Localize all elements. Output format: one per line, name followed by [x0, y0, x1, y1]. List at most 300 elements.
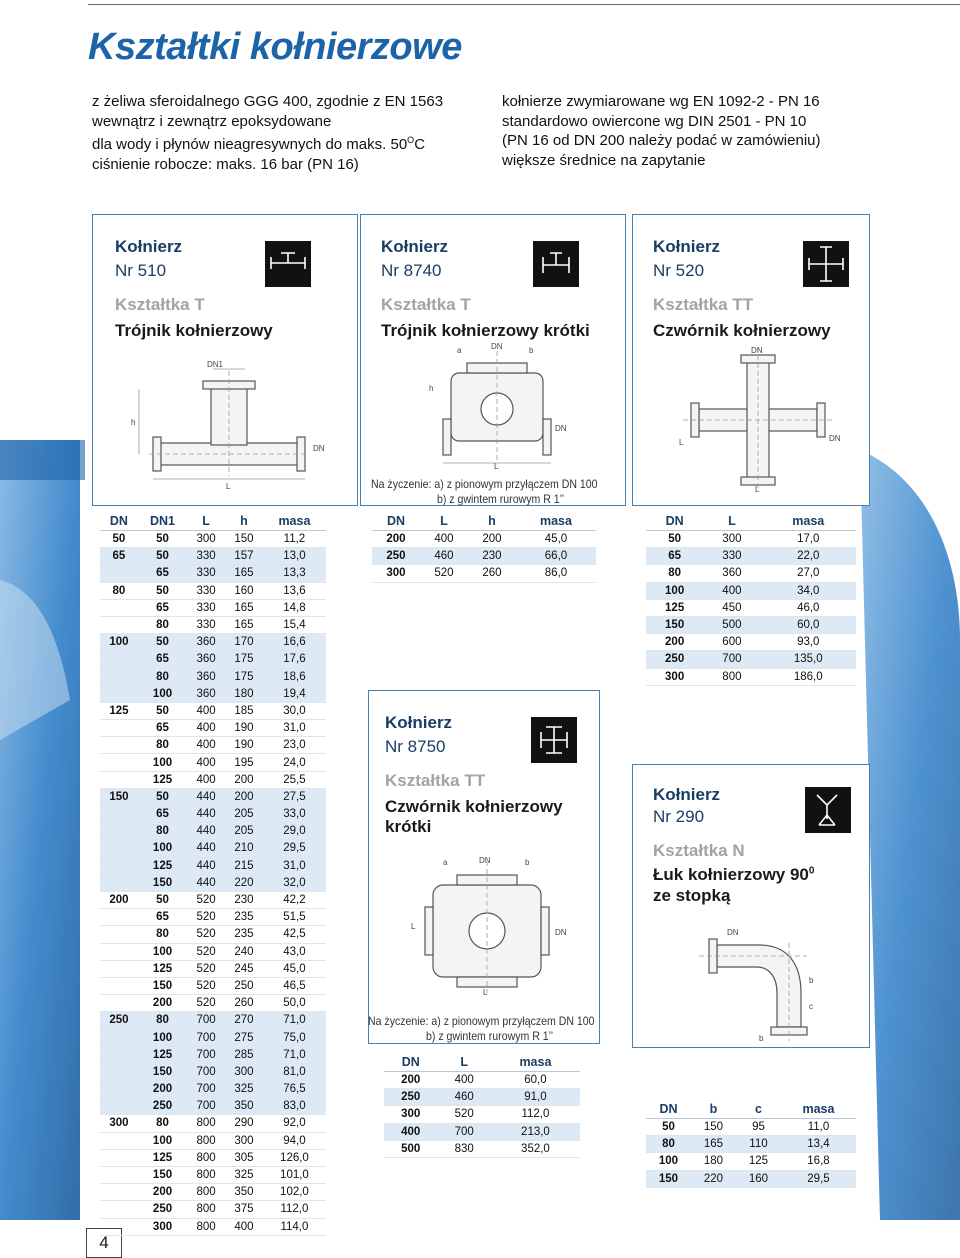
- column-header: b: [691, 1099, 736, 1119]
- table-cell: 11,2: [263, 531, 326, 548]
- table-cell: [100, 840, 138, 857]
- table-cell: 45,0: [263, 960, 326, 977]
- table-8750: [384, 1052, 580, 1158]
- card-number: Nr 290: [653, 807, 705, 826]
- column-header: masa: [516, 511, 596, 531]
- table-cell: 375: [225, 1201, 263, 1218]
- table-cell: 100: [138, 1132, 187, 1149]
- table-cell: 195: [225, 754, 263, 771]
- elbow-symbol-icon: [805, 787, 851, 833]
- table-cell: [100, 1184, 138, 1201]
- table-row: [100, 909, 326, 926]
- table-row: [100, 788, 326, 805]
- table-520: [646, 511, 856, 686]
- table-cell: 50: [100, 531, 138, 548]
- table-cell: 76,5: [263, 1081, 326, 1098]
- table-cell: 160: [736, 1170, 781, 1187]
- table-290: [646, 1099, 856, 1188]
- table-cell: 51,5: [263, 909, 326, 926]
- table-cell: 300: [703, 531, 760, 548]
- table-cell: 94,0: [263, 1132, 326, 1149]
- table-cell: 114,0: [263, 1218, 326, 1235]
- column-header: DN1: [138, 511, 187, 531]
- table-cell: 460: [420, 548, 468, 565]
- table-row: [100, 599, 326, 616]
- cross-drawing: [673, 345, 843, 493]
- table-row: [100, 754, 326, 771]
- table-cell: 23,0: [263, 737, 326, 754]
- dim-h-label: h: [429, 384, 434, 393]
- column-header: L: [420, 511, 468, 531]
- table-cell: 175: [225, 668, 263, 685]
- table-510: [100, 511, 326, 1236]
- table-cell: 270: [225, 1012, 263, 1029]
- table-cell: 100: [138, 754, 187, 771]
- table-row: [100, 720, 326, 737]
- table-cell: 80: [138, 926, 187, 943]
- table-row: [646, 1119, 856, 1136]
- table-cell: 65: [138, 651, 187, 668]
- table-cell: 22,0: [761, 548, 856, 565]
- intro-left: [92, 92, 443, 174]
- table-row: [646, 651, 856, 668]
- shape-name: Czwórnik kołnierzowy: [653, 321, 831, 340]
- table-cell: 600: [703, 634, 760, 651]
- table-cell: 30,0: [263, 702, 326, 719]
- table-cell: 50: [646, 531, 703, 548]
- table-cell: 325: [225, 1081, 263, 1098]
- table-cell: 700: [703, 651, 760, 668]
- table-header-row: [100, 511, 326, 531]
- table-row: [100, 616, 326, 633]
- table-cell: 290: [225, 1115, 263, 1132]
- table-cell: 250: [138, 1201, 187, 1218]
- short-cross-symbol-icon: [531, 717, 577, 763]
- table-cell: 29,0: [263, 823, 326, 840]
- table-cell: 400: [437, 1072, 490, 1089]
- dim-dn2-label: DN: [829, 434, 841, 443]
- table-cell: 92,0: [263, 1115, 326, 1132]
- table-cell: 80: [646, 1136, 691, 1153]
- table-row: [372, 548, 596, 565]
- shape-name-line2: krótki: [385, 817, 432, 836]
- table-cell: 200: [138, 1081, 187, 1098]
- table-row: [100, 926, 326, 943]
- table-cell: 300: [372, 565, 420, 582]
- table-cell: 500: [703, 616, 760, 633]
- table-cell: 330: [187, 616, 225, 633]
- card-520: [632, 214, 870, 506]
- table-cell: 360: [187, 685, 225, 702]
- table-cell: 100: [138, 943, 187, 960]
- table-cell: 27,5: [263, 788, 326, 805]
- table-cell: 250: [138, 1098, 187, 1115]
- tee-symbol-icon: [265, 241, 311, 287]
- column-header: masa: [263, 511, 326, 531]
- intro-right-line: kołnierze zwymiarowane wg EN 1092-2 - PN 16: [502, 93, 820, 110]
- table-cell: 260: [225, 995, 263, 1012]
- table-cell: 50: [138, 582, 187, 599]
- table-cell: 83,0: [263, 1098, 326, 1115]
- table-cell: 65: [138, 806, 187, 823]
- table-row: [100, 737, 326, 754]
- table-cell: 175: [225, 651, 263, 668]
- table-cell: 125: [138, 1149, 187, 1166]
- table-cell: 350: [225, 1098, 263, 1115]
- table-cell: 150: [646, 616, 703, 633]
- table-row: [100, 1012, 326, 1029]
- table-cell: 300: [646, 668, 703, 685]
- table-cell: 230: [468, 548, 516, 565]
- table-row: [100, 1029, 326, 1046]
- table-cell: 165: [691, 1136, 736, 1153]
- table-cell: 830: [437, 1140, 490, 1157]
- table-cell: 205: [225, 823, 263, 840]
- table-cell: 160: [225, 582, 263, 599]
- intro-left-line: ciśnienie robocze: maks. 16 bar (PN 16): [92, 155, 359, 173]
- dim-l-label: L: [226, 482, 231, 491]
- option-note-a: Na życzenie: a) z pionowym przyłączem DN 100: [371, 477, 598, 491]
- table-cell: 800: [187, 1218, 225, 1235]
- table-row: [100, 702, 326, 719]
- table-cell: 200: [468, 531, 516, 548]
- table-cell: 15,4: [263, 616, 326, 633]
- table-row: [384, 1106, 580, 1123]
- shape-name-line1: [653, 865, 814, 885]
- table-row: [100, 943, 326, 960]
- table-row: [100, 1063, 326, 1080]
- table-cell: 520: [187, 891, 225, 908]
- column-header: h: [225, 511, 263, 531]
- dim-h-label: h: [131, 418, 136, 427]
- table-row: [384, 1140, 580, 1157]
- table-cell: 27,0: [761, 565, 856, 582]
- table-cell: 360: [703, 565, 760, 582]
- table-cell: 125: [138, 857, 187, 874]
- dim-l-label: L: [411, 922, 416, 931]
- card-510: [92, 214, 358, 506]
- table-cell: 400: [187, 737, 225, 754]
- table-cell: 101,0: [263, 1166, 326, 1183]
- table-cell: 65: [138, 565, 187, 582]
- page-title: Kształtki kołnierzowe: [88, 26, 462, 68]
- dim-a-label: a: [457, 346, 462, 355]
- table-cell: 186,0: [761, 668, 856, 685]
- table-cell: 125: [646, 599, 703, 616]
- table-row: [646, 1153, 856, 1170]
- table-cell: 95: [736, 1119, 781, 1136]
- table-cell: 330: [187, 565, 225, 582]
- table-cell: [100, 668, 138, 685]
- table-cell: 250: [372, 548, 420, 565]
- table-cell: 125: [138, 960, 187, 977]
- table-cell: 285: [225, 1046, 263, 1063]
- table-cell: [100, 1132, 138, 1149]
- table-cell: 205: [225, 806, 263, 823]
- table-cell: 250: [100, 1012, 138, 1029]
- table-row: [100, 891, 326, 908]
- table-row: [100, 995, 326, 1012]
- table-cell: 150: [691, 1119, 736, 1136]
- card-heading: Kołnierz: [115, 237, 183, 256]
- table-cell: 60,0: [491, 1072, 580, 1089]
- table-row: [100, 1046, 326, 1063]
- table-cell: 400: [187, 754, 225, 771]
- table-cell: 29,5: [781, 1170, 856, 1187]
- table-cell: 46,0: [761, 599, 856, 616]
- table-cell: 86,0: [516, 565, 596, 582]
- table-cell: 800: [187, 1166, 225, 1183]
- table-cell: 330: [187, 582, 225, 599]
- table-cell: 50,0: [263, 995, 326, 1012]
- table-cell: 17,6: [263, 651, 326, 668]
- table-cell: [100, 823, 138, 840]
- table-cell: 46,5: [263, 977, 326, 994]
- intro-right-line: (PN 16 od DN 200 należy podać w zamówieniu): [502, 132, 821, 149]
- intro-left-line-text: dla wody i płynów nieagresywnych do maks. 50: [92, 136, 408, 153]
- table-cell: [100, 874, 138, 891]
- table-cell: 170: [225, 634, 263, 651]
- dim-dn-label: DN: [479, 856, 491, 865]
- table-cell: 700: [187, 1012, 225, 1029]
- shape-type: Kształtka T: [381, 295, 471, 314]
- table-cell: 50: [138, 634, 187, 651]
- table-cell: 24,0: [263, 754, 326, 771]
- table-cell: 42,2: [263, 891, 326, 908]
- table-cell: 235: [225, 909, 263, 926]
- table-cell: 29,5: [263, 840, 326, 857]
- dim-l-label: L: [494, 462, 499, 469]
- column-header: DN: [100, 511, 138, 531]
- shape-type: Kształtka N: [653, 841, 745, 860]
- table-cell: 125: [138, 771, 187, 788]
- table-cell: 100: [646, 1153, 691, 1170]
- card-number: Nr 8750: [385, 737, 446, 756]
- table-header-row: [384, 1052, 580, 1072]
- table-cell: 110: [736, 1136, 781, 1153]
- table-cell: 200: [384, 1072, 437, 1089]
- card-heading: Kołnierz: [653, 237, 721, 256]
- shape-name: Trójnik kołnierzowy: [115, 321, 273, 340]
- dim-dn1-label: DN1: [207, 360, 224, 369]
- table-cell: 213,0: [491, 1123, 580, 1140]
- shape-type: Kształtka TT: [653, 295, 754, 314]
- dim-l2-label: L: [483, 988, 488, 995]
- table-cell: 200: [646, 634, 703, 651]
- column-header: L: [437, 1052, 490, 1072]
- table-cell: 200: [138, 1184, 187, 1201]
- dim-dn-label: DN: [313, 444, 325, 453]
- table-cell: 350: [225, 1184, 263, 1201]
- table-cell: 215: [225, 857, 263, 874]
- table-cell: 360: [187, 668, 225, 685]
- table-cell: [100, 926, 138, 943]
- dim-b-label: b: [525, 858, 530, 867]
- table-cell: 19,4: [263, 685, 326, 702]
- card-number: Nr 510: [115, 261, 167, 280]
- table-cell: 80: [646, 565, 703, 582]
- table-cell: 700: [187, 1046, 225, 1063]
- table-row: [384, 1123, 580, 1140]
- dim-dn2-label: DN: [555, 424, 567, 433]
- table-cell: 200: [372, 531, 420, 548]
- table-cell: 100: [100, 634, 138, 651]
- table-cell: 11,0: [781, 1119, 856, 1136]
- dim-a-label: a: [443, 858, 448, 867]
- table-cell: 150: [138, 977, 187, 994]
- table-cell: 33,0: [263, 806, 326, 823]
- table-cell: 42,5: [263, 926, 326, 943]
- table-row: [646, 548, 856, 565]
- table-cell: 80: [100, 582, 138, 599]
- table-cell: 400: [187, 720, 225, 737]
- table-cell: 14,8: [263, 599, 326, 616]
- table-cell: [100, 651, 138, 668]
- degree-sup: O: [407, 135, 415, 145]
- table-row: [646, 582, 856, 599]
- table-cell: 700: [187, 1063, 225, 1080]
- table-cell: 150: [225, 531, 263, 548]
- dim-dn-label: DN: [751, 346, 763, 355]
- table-cell: 65: [138, 720, 187, 737]
- table-cell: 520: [187, 960, 225, 977]
- table-cell: 520: [187, 943, 225, 960]
- table-cell: [100, 995, 138, 1012]
- card-heading: Kołnierz: [385, 713, 453, 732]
- table-cell: 13,3: [263, 565, 326, 582]
- table-row: [646, 531, 856, 548]
- table-row: [100, 874, 326, 891]
- table-cell: 32,0: [263, 874, 326, 891]
- table-row: [100, 1132, 326, 1149]
- table-cell: 300: [100, 1115, 138, 1132]
- card-8740: [360, 214, 626, 506]
- table-cell: [100, 771, 138, 788]
- table-cell: 100: [138, 840, 187, 857]
- column-header: L: [703, 511, 760, 531]
- table-row: [100, 806, 326, 823]
- table-row: [100, 840, 326, 857]
- table-cell: [100, 737, 138, 754]
- table-cell: 200: [100, 891, 138, 908]
- table-cell: 190: [225, 720, 263, 737]
- table-row: [646, 1170, 856, 1187]
- table-cell: 220: [225, 874, 263, 891]
- intro-left-line: z żeliwa sferoidalnego GGG 400, zgodnie z EN 1563: [92, 93, 444, 110]
- table-cell: 400: [384, 1123, 437, 1140]
- table-cell: 17,0: [761, 531, 856, 548]
- table-row: [100, 668, 326, 685]
- table-cell: 520: [437, 1106, 490, 1123]
- table-row: [100, 1184, 326, 1201]
- table-cell: [100, 754, 138, 771]
- table-cell: 330: [703, 548, 760, 565]
- table-cell: 700: [437, 1123, 490, 1140]
- table-cell: 50: [646, 1119, 691, 1136]
- table-cell: 50: [138, 531, 187, 548]
- table-row: [100, 771, 326, 788]
- table-row: [646, 668, 856, 685]
- table-cell: 65: [100, 548, 138, 565]
- column-header: DN: [384, 1052, 437, 1072]
- intro-left-line: wewnątrz i zewnątrz epoksydowane: [92, 112, 332, 130]
- table-cell: 250: [646, 651, 703, 668]
- table-cell: 700: [187, 1081, 225, 1098]
- table-row: [100, 1218, 326, 1235]
- table-cell: 150: [138, 874, 187, 891]
- shape-name-line1: Czwórnik kołnierzowy: [385, 797, 563, 816]
- table-cell: 100: [646, 582, 703, 599]
- table-row: [646, 634, 856, 651]
- table-cell: 65: [138, 599, 187, 616]
- option-note-a: Na życzenie: a) z pionowym przyłączem DN 100: [368, 1014, 595, 1028]
- table-cell: 80: [138, 1115, 187, 1132]
- table-cell: 16,8: [781, 1153, 856, 1170]
- table-cell: 800: [187, 1132, 225, 1149]
- table-cell: 125: [736, 1153, 781, 1170]
- table-cell: [100, 960, 138, 977]
- table-cell: 800: [187, 1184, 225, 1201]
- table-cell: 330: [187, 599, 225, 616]
- table-cell: 305: [225, 1149, 263, 1166]
- table-cell: 31,0: [263, 720, 326, 737]
- table-cell: 360: [187, 651, 225, 668]
- table-cell: 440: [187, 806, 225, 823]
- table-cell: [100, 977, 138, 994]
- table-cell: 300: [138, 1218, 187, 1235]
- table-cell: 200: [225, 788, 263, 805]
- table-cell: 400: [420, 531, 468, 548]
- table-cell: 150: [100, 788, 138, 805]
- table-row: [100, 531, 326, 548]
- table-cell: 440: [187, 823, 225, 840]
- table-row: [100, 582, 326, 599]
- cross-symbol-icon: [803, 241, 849, 287]
- column-header: DN: [372, 511, 420, 531]
- table-row: [646, 565, 856, 582]
- table-cell: 81,0: [263, 1063, 326, 1080]
- table-cell: 190: [225, 737, 263, 754]
- table-cell: 50: [138, 548, 187, 565]
- table-cell: 400: [187, 702, 225, 719]
- table-cell: [100, 943, 138, 960]
- dim-dn2-label: DN: [555, 928, 567, 937]
- table-cell: 165: [225, 616, 263, 633]
- column-header: c: [736, 1099, 781, 1119]
- table-cell: [100, 1149, 138, 1166]
- intro-right-line: standardowo owiercone wg DIN 2501 - PN 10: [502, 112, 807, 130]
- intro-right-line: większe średnice na zapytanie: [502, 151, 706, 169]
- table-cell: 440: [187, 788, 225, 805]
- table-cell: 43,0: [263, 943, 326, 960]
- option-note-b: b) z gwintem rurowym R 1’’: [437, 492, 565, 506]
- table-cell: 460: [437, 1089, 490, 1106]
- table-cell: 125: [100, 702, 138, 719]
- table-row: [100, 634, 326, 651]
- table-cell: 440: [187, 874, 225, 891]
- card-heading: Kołnierz: [381, 237, 449, 256]
- table-cell: [100, 720, 138, 737]
- table-cell: 300: [384, 1106, 437, 1123]
- table-cell: 71,0: [263, 1012, 326, 1029]
- table-cell: 71,0: [263, 1046, 326, 1063]
- table-cell: 18,6: [263, 668, 326, 685]
- table-cell: 440: [187, 840, 225, 857]
- table-cell: 50: [138, 702, 187, 719]
- column-header: L: [187, 511, 225, 531]
- table-cell: 75,0: [263, 1029, 326, 1046]
- table-cell: 245: [225, 960, 263, 977]
